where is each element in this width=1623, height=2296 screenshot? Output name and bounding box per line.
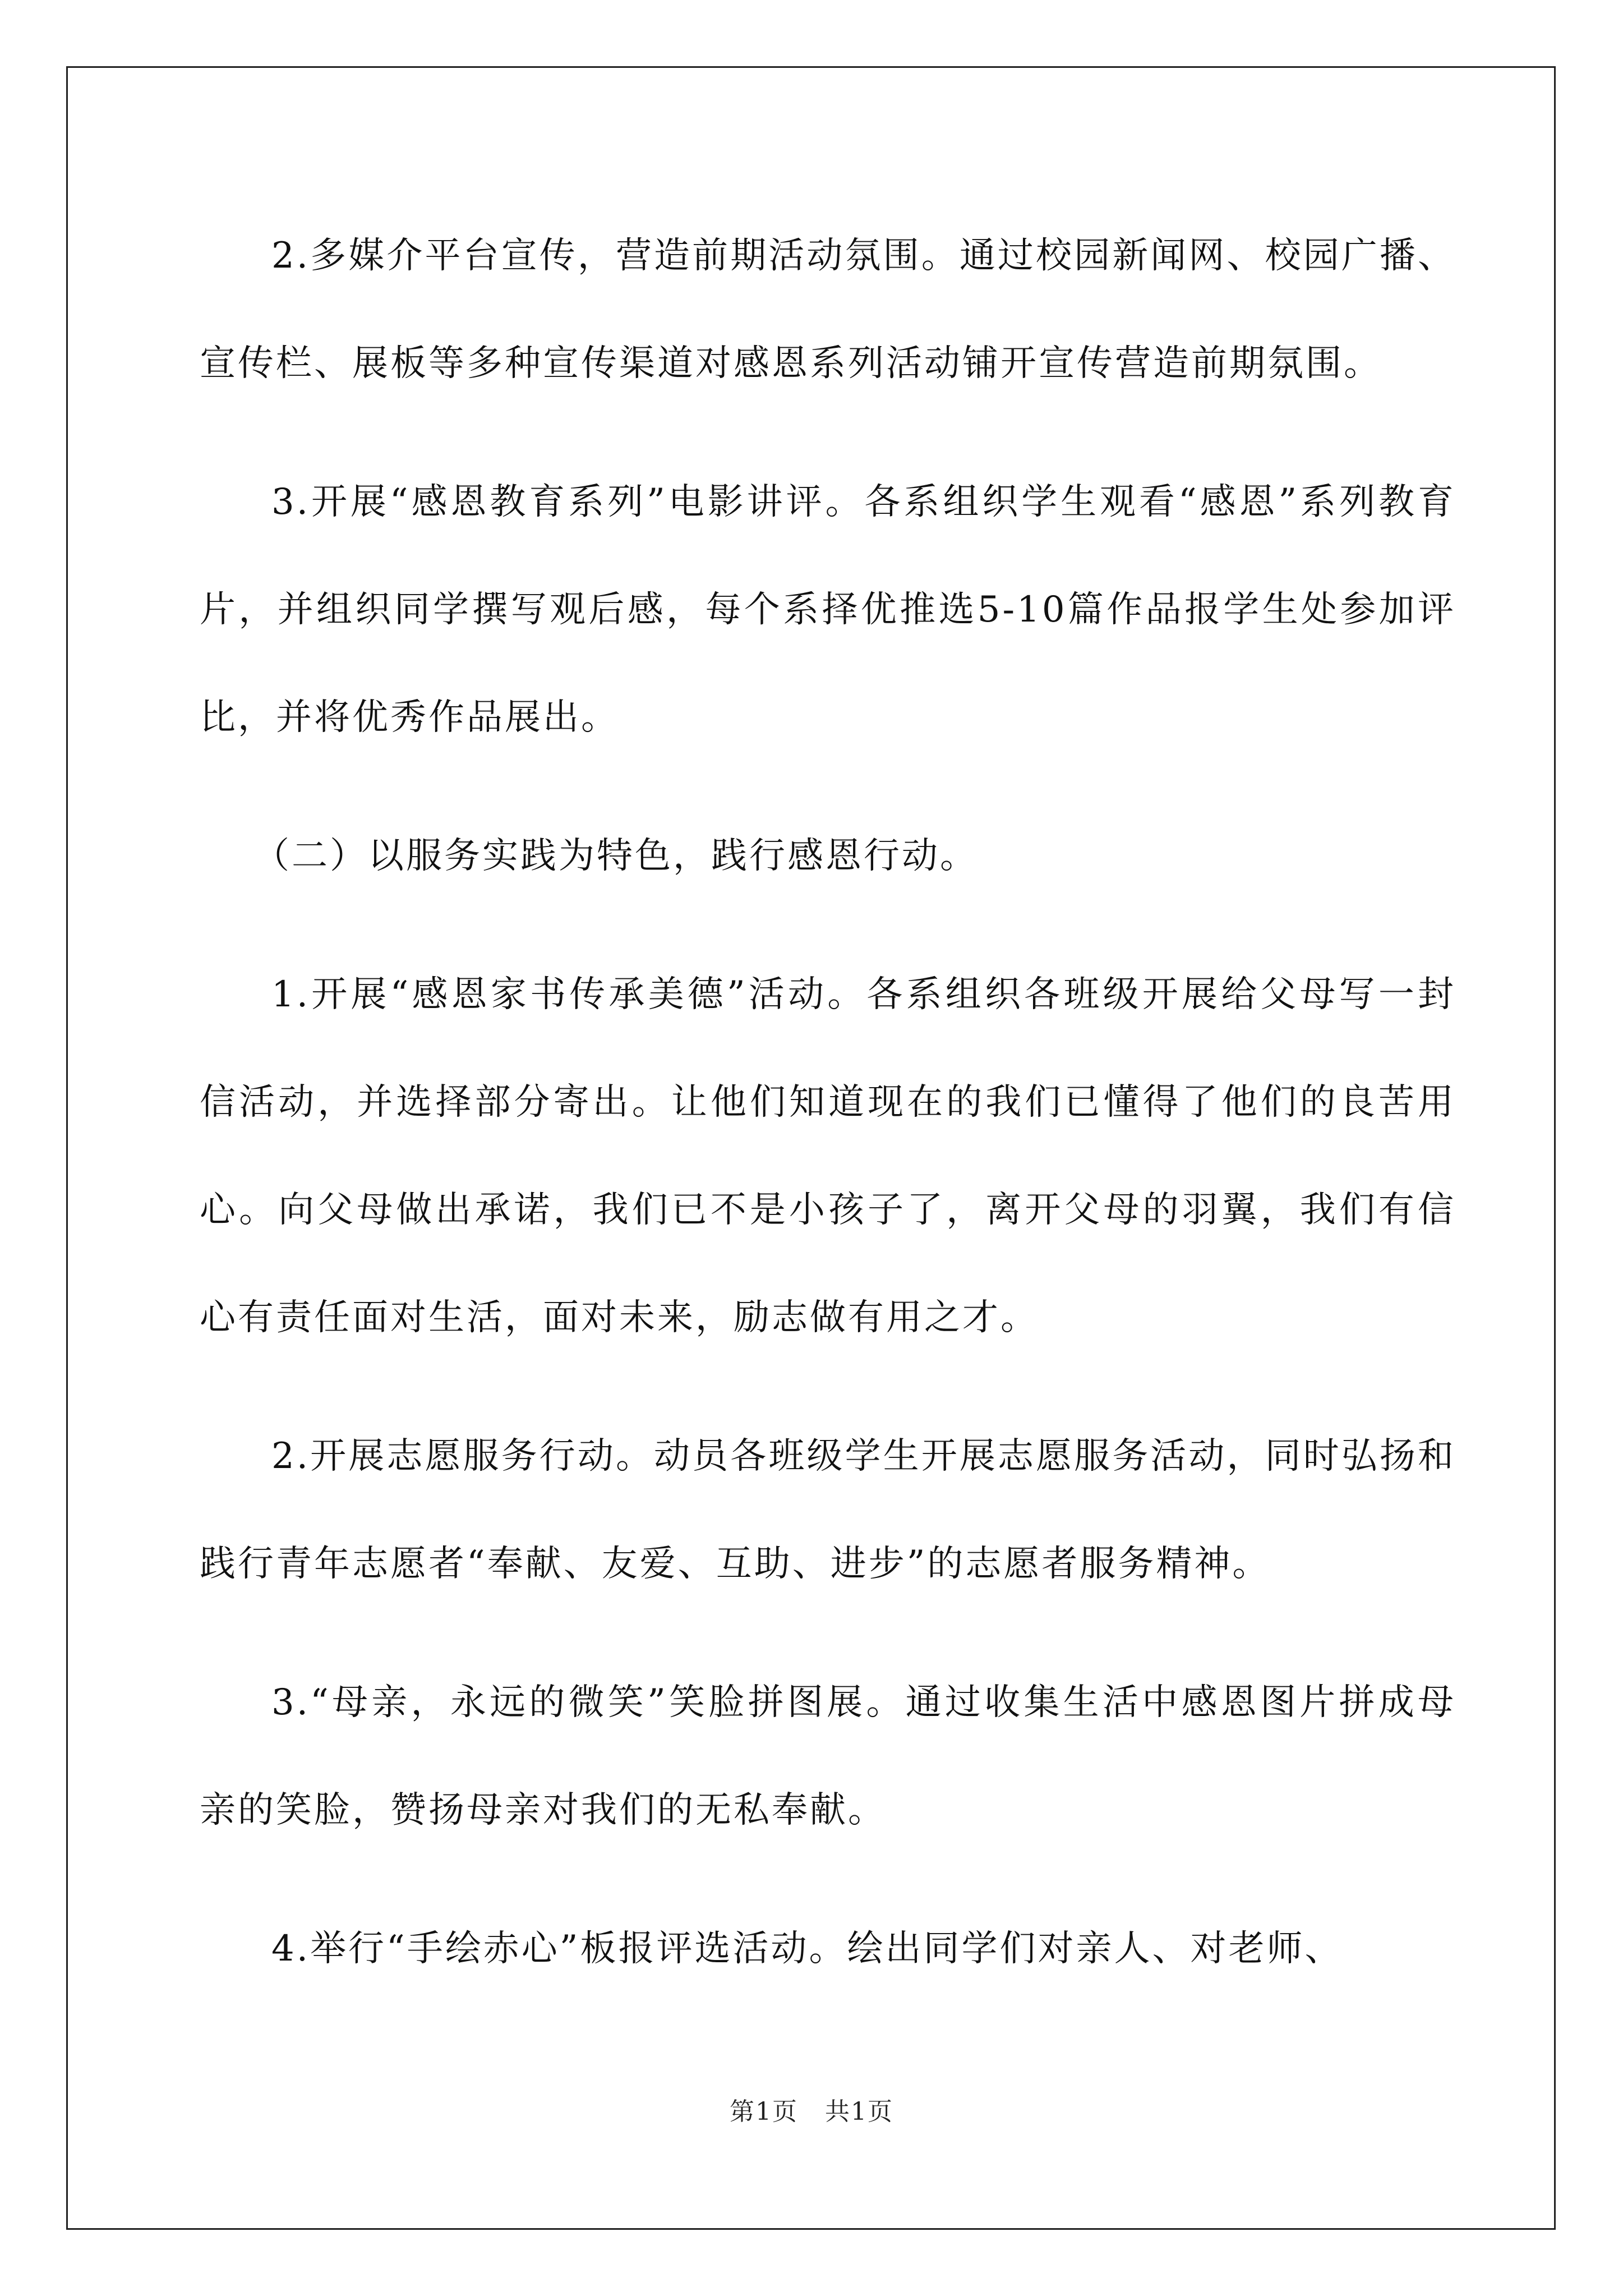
paragraph-blackboard-contest: 4.举行“手绘赤心”板报评选活动。绘出同学们对亲人、对老师、 — [271, 1928, 1343, 1970]
document-body — [200, 202, 1456, 2033]
paragraph-volunteer-service: 2.开展志愿服务行动。动员各班级学生开展志愿服务活动，同时弘扬和践行青年志愿者“奉献、友爱、互助、进步”的志愿者服务精神。 — [200, 1435, 1456, 1585]
paragraph-film-review: 3.开展“感恩教育系列”电影讲评。各系组织学生观看“感恩”系列教育片，并组织同学撰写观后感，每个系择优推选5-10篇作品报学生处参加评比，并将优秀作品展出。 — [200, 481, 1456, 738]
section-heading-service-practice: （二）以服务实践为特色，践行感恩行动。 — [253, 835, 978, 877]
page-footer: 第1页 共1页 — [730, 2097, 893, 2126]
paragraph-smile-puzzle: 3.“母亲，永远的微笑”笑脸拼图展。通过收集生活中感恩图片拼成母亲的笑脸，赞扬母亲对我们的无私奉献。 — [200, 1682, 1456, 1831]
paragraph-family-letter: 1.开展“感恩家书传承美德”活动。各系组织各班级开展给父母写一封信活动，并选择部分寄出。让他们知道现在的我们已懂得了他们的良苦用心。向父母做出承诺，我们已不是小孩子了，离开父母的羽翼，我们有信心有责任面对生活，面对未来，励志做有用之才。 — [200, 974, 1456, 1338]
paragraph-media-promotion: 2.多媒介平台宣传，营造前期活动氛围。通过校园新闻网、校园广播、宣传栏、展板等多种宣传渠道对感恩系列活动铺开宣传营造前期氛围。 — [200, 235, 1456, 384]
